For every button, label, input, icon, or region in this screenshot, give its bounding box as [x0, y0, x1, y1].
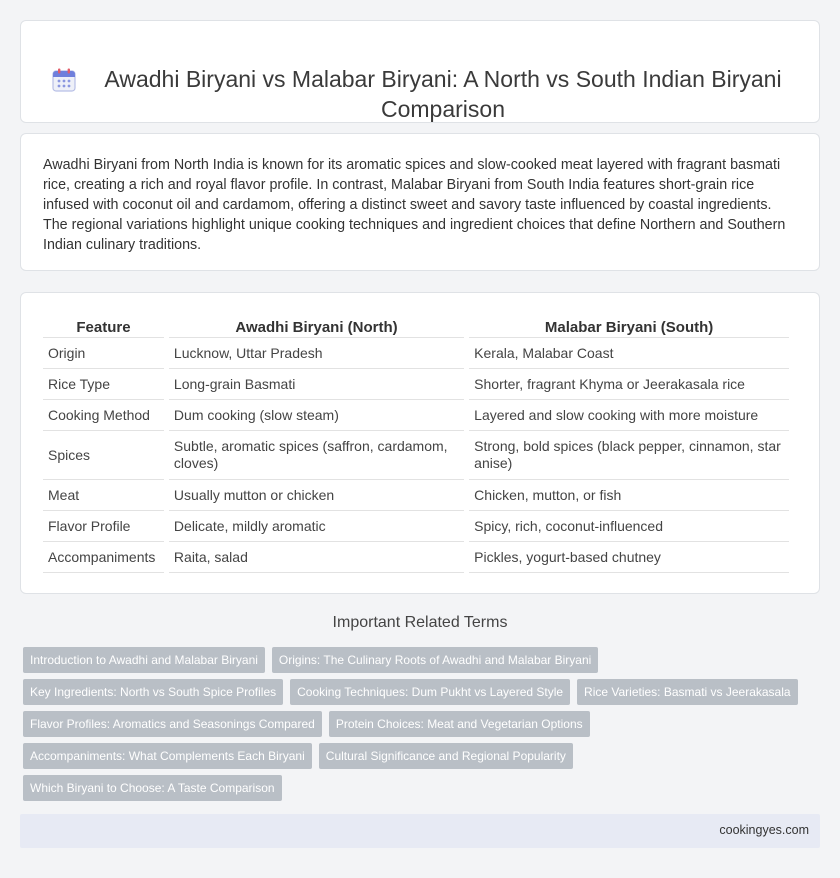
malabar-cell: Kerala, Malabar Coast [469, 338, 789, 369]
awadhi-cell: Long-grain Basmati [169, 369, 464, 400]
related-term-tag[interactable]: Protein Choices: Meat and Vegetarian Options [329, 711, 590, 737]
awadhi-cell: Delicate, mildly aromatic [169, 511, 464, 542]
table-row [43, 431, 789, 480]
feature-cell: Accompaniments [43, 542, 164, 573]
related-term-tag[interactable]: Cultural Significance and Regional Popularity [319, 743, 573, 769]
column-header-malabar: Malabar Biryani (South) [469, 313, 789, 338]
related-term-tag[interactable]: Origins: The Culinary Roots of Awadhi and Malabar Biryani [272, 647, 598, 673]
related-term-tag[interactable]: Key Ingredients: North vs South Spice Profiles [23, 679, 283, 705]
table-row [43, 542, 789, 573]
feature-cell: Rice Type [43, 369, 164, 400]
related-term-tag[interactable]: Which Biryani to Choose: A Taste Comparison [23, 775, 282, 801]
related-term-tag[interactable]: Cooking Techniques: Dum Pukht vs Layered Style [290, 679, 570, 705]
footer-site-link[interactable]: cookingyes.com [719, 823, 809, 837]
feature-cell: Meat [43, 480, 164, 511]
page-title: Awadhi Biryani vs Malabar Biryani: A North vs South Indian Biryani Comparison [104, 66, 782, 122]
related-terms-list [23, 647, 823, 807]
awadhi-cell: Lucknow, Uttar Pradesh [169, 338, 464, 369]
comparison-table [38, 313, 794, 573]
header-card [20, 20, 820, 123]
feature-cell: Origin [43, 338, 164, 369]
comparison-table-card [20, 292, 820, 594]
malabar-cell: Strong, bold spices (black pepper, cinnamon, star anise) [469, 431, 789, 480]
awadhi-cell: Usually mutton or chicken [169, 480, 464, 511]
related-term-tag[interactable]: Accompaniments: What Complements Each Biryani [23, 743, 312, 769]
feature-cell: Flavor Profile [43, 511, 164, 542]
table-row [43, 338, 789, 369]
table-row [43, 511, 789, 542]
malabar-cell: Pickles, yogurt-based chutney [469, 542, 789, 573]
malabar-cell: Spicy, rich, coconut-influenced [469, 511, 789, 542]
malabar-cell: Shorter, fragrant Khyma or Jeerakasala rice [469, 369, 789, 400]
tag-row [23, 775, 823, 807]
column-header-awadhi: Awadhi Biryani (North) [169, 313, 464, 338]
malabar-cell: Chicken, mutton, or fish [469, 480, 789, 511]
intro-card [20, 133, 820, 271]
tag-row [23, 743, 823, 775]
column-header-feature: Feature [43, 313, 164, 338]
tag-row [23, 679, 823, 711]
footer [20, 814, 820, 848]
table-row [43, 400, 789, 431]
awadhi-cell: Raita, salad [169, 542, 464, 573]
feature-cell: Cooking Method [43, 400, 164, 431]
related-term-tag[interactable]: Rice Varieties: Basmati vs Jeerakasala [577, 679, 798, 705]
related-term-tag[interactable]: Flavor Profiles: Aromatics and Seasonings Compared [23, 711, 322, 737]
feature-cell: Spices [43, 431, 164, 480]
table-row [43, 369, 789, 400]
related-terms-heading: Important Related Terms [332, 614, 508, 631]
tag-row [23, 647, 823, 679]
calendar-icon [51, 41, 97, 98]
tag-row [23, 711, 823, 743]
awadhi-cell: Subtle, aromatic spices (saffron, cardamom, cloves) [169, 431, 464, 480]
table-header-row [43, 313, 789, 338]
related-term-tag[interactable]: Introduction to Awadhi and Malabar Biryani [23, 647, 265, 673]
table-row [43, 480, 789, 511]
intro-paragraph: Awadhi Biryani from North India is known for its aromatic spices and slow-cooked meat layered with fragrant basmati rice, creating a rich and royal flavor profile. In contrast, Malabar Biryani from South India features short-grain rice infused with coconut oil and cardamom, offering a distinct sweet and savory taste influenced by coastal ingredients. The regional variations highlight unique cooking techniques and ingredient choices that define Northern and Southern Indian culinary traditions. [43, 157, 786, 253]
awadhi-cell: Dum cooking (slow steam) [169, 400, 464, 431]
malabar-cell: Layered and slow cooking with more moisture [469, 400, 789, 431]
